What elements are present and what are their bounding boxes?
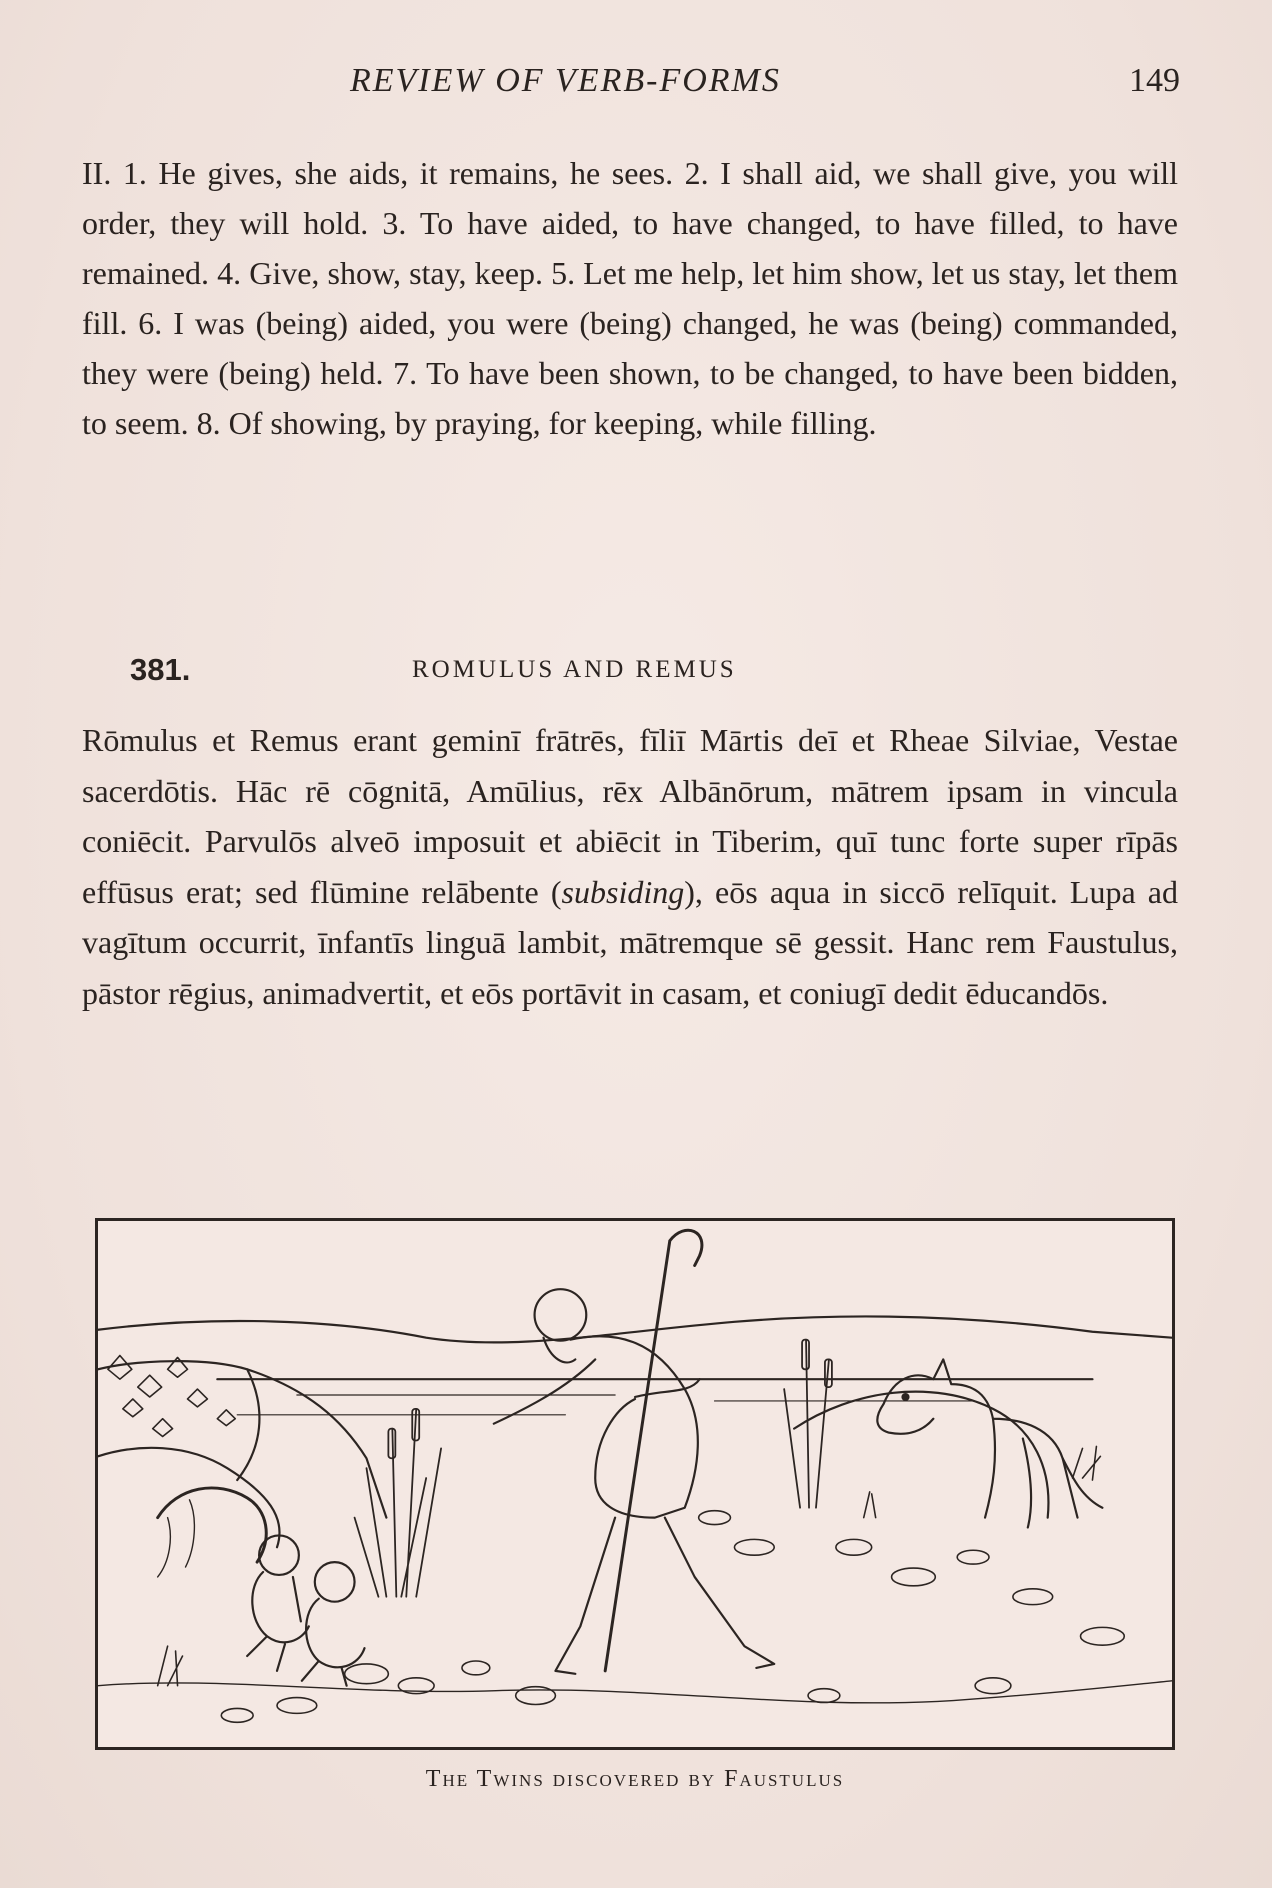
section-heading <box>82 650 1178 700</box>
running-head <box>80 62 1180 106</box>
illustration-drawing <box>98 1221 1172 1747</box>
latin-text-part-2: ), eōs aqua in siccō relīquit. Lupa ad vagītum occurrit, īnfantīs linguā lambit, mātremque sē gessit. Hanc rem Faustulus, pāstor rēgius, animadvertit, et eōs portāvit in casam, et coniugī dedit ēducandōs. <box>82 873 1179 1011</box>
twins <box>247 1535 364 1685</box>
section-number: 381. <box>130 652 191 687</box>
latin-passage <box>82 715 1178 1018</box>
exercise-paragraph: II. 1. He gives, she aids, it remains, he sees. 2. I shall aid, we shall give, you will order, they will hold. 3. To have aided, to have changed, to have filled, to have remained. 4. Give, show, stay, keep. 5. Let me help, let him show, let us stay, let them fill. 6. I was (being) aided, you were (being) changed, he was (being) commanded, they were (being) held. 7. To have been shown, to be changed, to have been bidden, to seem. 8. Of showing, by praying, for keeping, while filling. <box>82 155 1178 441</box>
she-wolf <box>877 1359 1102 1527</box>
right-hill <box>794 1392 1048 1518</box>
cave-opening <box>158 1488 267 1562</box>
shepherd-faustulus <box>494 1230 774 1674</box>
ivy-leaves <box>108 1355 235 1436</box>
pebbles <box>221 1511 1124 1723</box>
figure-caption <box>95 1766 1175 1793</box>
running-title: REVIEW OF VERB-FORMS <box>350 62 781 99</box>
crook-staff <box>605 1230 702 1671</box>
caption-text: The Twins discovered by Faustulus <box>425 1766 845 1792</box>
plants <box>158 1446 1101 1685</box>
illustration-twins-and-faustulus <box>95 1218 1175 1750</box>
section-title: ROMULUS AND REMUS <box>412 656 737 683</box>
page-number: 149 <box>1129 62 1180 99</box>
far-hills <box>98 1316 1172 1342</box>
latin-gloss: subsiding <box>561 873 685 910</box>
latin-text-part-1: Rōmulus et Remus erant geminī frātrēs, fīliī Mārtis deī et Rheae Silviae, Vestae sacerdōtis. Hāc rē cōgnitā, Amūlius, rēx Albānōrum, mātrem ipsam in vincula coniēcit. Parvulōs alveō imposuit et abiēcit in Tiberim, quī tunc forte super rīpās effūsus erat; sed flūmine relābente ( <box>82 722 1178 910</box>
